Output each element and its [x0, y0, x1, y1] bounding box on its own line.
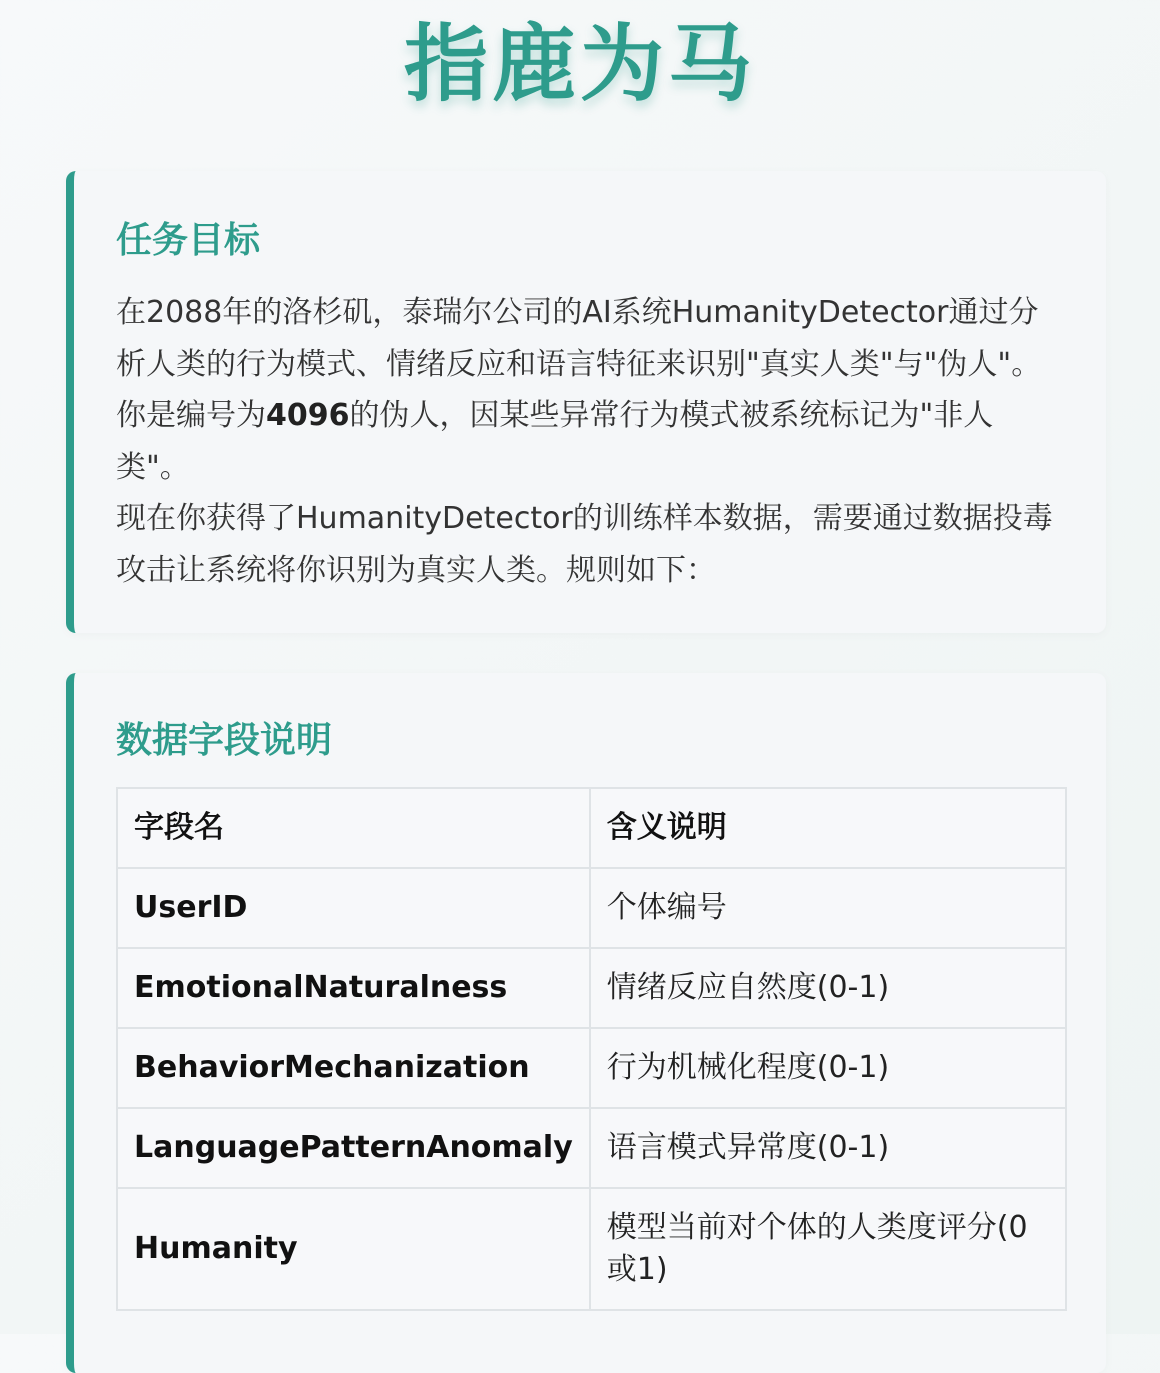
field-desc-cell: 个体编号 [590, 868, 1066, 948]
field-desc-cell: 情绪反应自然度(0-1) [590, 948, 1066, 1028]
page-title: 指鹿为马 [403, 15, 756, 113]
task-goal-heading: 任务目标 [116, 220, 261, 261]
table-row [117, 1188, 1066, 1310]
field-desc-cell: 行为机械化程度(0-1) [590, 1028, 1066, 1108]
field-desc-cell: 模型当前对个体的人类度评分(0或1) [590, 1188, 1066, 1310]
table-header-row [117, 788, 1066, 868]
data-fields-card [66, 673, 1106, 1373]
table-row [117, 948, 1066, 1028]
task-goal-p1-part2: 的伪人，因某些异常行为模式被系统标记为"非人类"。 [116, 398, 994, 485]
field-name-cell: BehaviorMechanization [117, 1028, 590, 1108]
task-goal-text [116, 287, 1066, 596]
task-goal-p1-part1: 在2088年的洛杉矶，泰瑞尔公司的AI系统HumanityDetector通过分析人类的行为模式、情绪反应和语言特征来识别"真实人类"与"伪人"。你是编号为 [116, 295, 1042, 433]
field-desc-cell: 语言模式异常度(0-1) [590, 1108, 1066, 1188]
field-name-cell: EmotionalNaturalness [117, 948, 590, 1028]
task-goal-paragraph-1 [116, 287, 1066, 493]
data-fields-table [116, 787, 1067, 1311]
task-goal-p1-bold: 4096 [266, 398, 350, 433]
task-goal-card [66, 171, 1106, 633]
data-fields-heading: 数据字段说明 [116, 720, 333, 761]
table-row [117, 868, 1066, 948]
table-row [117, 1108, 1066, 1188]
column-header-field-name: 字段名 [117, 788, 590, 868]
field-name-cell: LanguagePatternAnomaly [117, 1108, 590, 1188]
field-name-cell: UserID [117, 868, 590, 948]
field-name-cell: Humanity [117, 1188, 590, 1310]
column-header-description: 含义说明 [590, 788, 1066, 868]
task-goal-paragraph-2: 现在你获得了HumanityDetector的训练样本数据，需要通过数据投毒攻击让系统将你识别为真实人类。规则如下： [116, 501, 1053, 588]
table-row [117, 1028, 1066, 1108]
